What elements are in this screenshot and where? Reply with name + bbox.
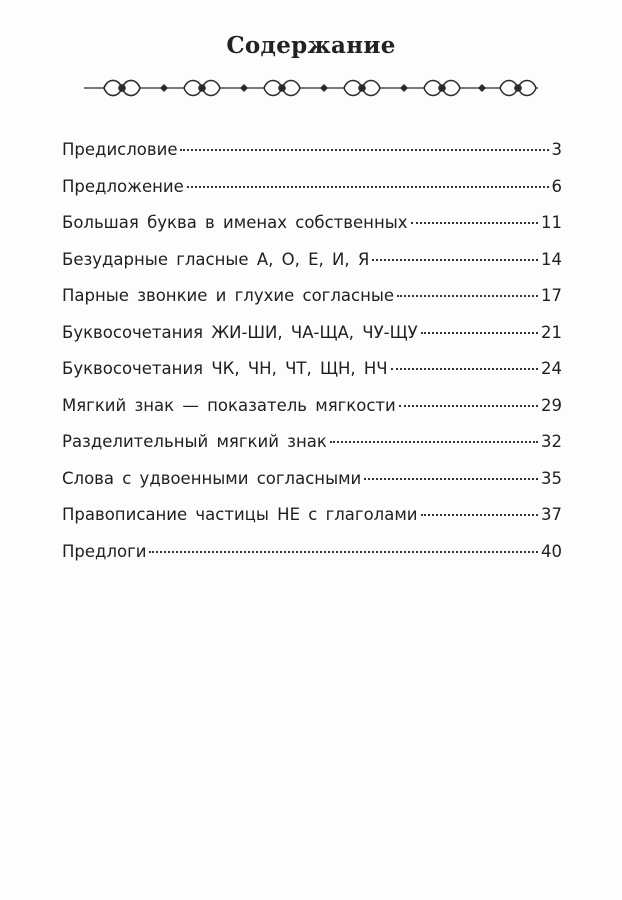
toc-leader-dots	[391, 368, 538, 370]
toc-leader-dots	[187, 186, 549, 188]
toc-leader-dots	[330, 441, 538, 443]
toc-entry-page: 24	[541, 359, 562, 378]
toc-entry[interactable]	[62, 250, 562, 287]
toc-leader-dots	[364, 478, 538, 480]
toc-entry-title: Предисловие	[62, 140, 178, 159]
toc-entry[interactable]	[62, 359, 562, 396]
decorative-divider-icon	[84, 72, 538, 104]
toc-leader-dots	[399, 405, 538, 407]
toc-leader-dots	[421, 332, 538, 334]
toc-leader-dots	[411, 222, 538, 224]
toc-entry[interactable]	[62, 177, 562, 214]
toc-entry[interactable]	[62, 432, 562, 469]
toc-entry-page: 32	[541, 432, 562, 451]
toc-entry-page: 11	[541, 213, 562, 232]
toc-entry[interactable]	[62, 213, 562, 250]
toc-entry-title: Правописание частицы НЕ с глаголами	[62, 505, 418, 524]
toc-entry-title: Безударные гласные А, О, Е, И, Я	[62, 249, 370, 269]
toc-leader-dots	[372, 259, 538, 261]
toc-entry[interactable]	[62, 505, 562, 542]
toc-entry[interactable]	[62, 396, 562, 433]
toc-entry-page: 29	[541, 395, 562, 415]
toc-entry-page: 14	[541, 249, 562, 269]
toc-entry-page: 35	[541, 468, 562, 488]
toc-entry-title: Предлоги	[62, 541, 147, 561]
toc-entry-page: 37	[541, 505, 562, 524]
table-of-contents	[62, 140, 562, 578]
toc-leader-dots	[180, 149, 548, 151]
toc-entry-page: 17	[541, 286, 562, 305]
toc-entry-title: Предложение	[62, 176, 184, 196]
toc-entry-title: Большая буква в именах собственных	[62, 213, 408, 232]
toc-entry-page: 21	[541, 322, 562, 342]
toc-entry[interactable]	[62, 140, 562, 177]
page-title: Содержание	[226, 32, 396, 59]
toc-leader-dots	[149, 551, 538, 553]
toc-entry[interactable]	[62, 469, 562, 506]
toc-leader-dots	[397, 295, 538, 297]
toc-entry[interactable]	[62, 286, 562, 323]
toc-entry-title: Разделительный мягкий знак	[62, 432, 327, 451]
toc-entry-title: Парные звонкие и глухие согласные	[62, 286, 395, 305]
toc-entry-page: 6	[551, 176, 562, 196]
toc-entry-page: 3	[551, 140, 562, 159]
toc-entry-title: Буквосочетания ЖИ-ШИ, ЧА-ЩА, ЧУ-ЩУ	[62, 322, 418, 342]
toc-entry-title: Мягкий знак — показатель мягкости	[62, 395, 396, 415]
toc-entry-title: Буквосочетания ЧК, ЧН, ЧТ, ЩН, НЧ	[62, 359, 388, 378]
toc-entry[interactable]	[62, 542, 562, 579]
toc-entry-title: Слова с удвоенными согласными	[62, 468, 362, 488]
toc-leader-dots	[421, 514, 539, 516]
toc-entry-page: 40	[541, 541, 562, 561]
toc-entry[interactable]	[62, 323, 562, 360]
